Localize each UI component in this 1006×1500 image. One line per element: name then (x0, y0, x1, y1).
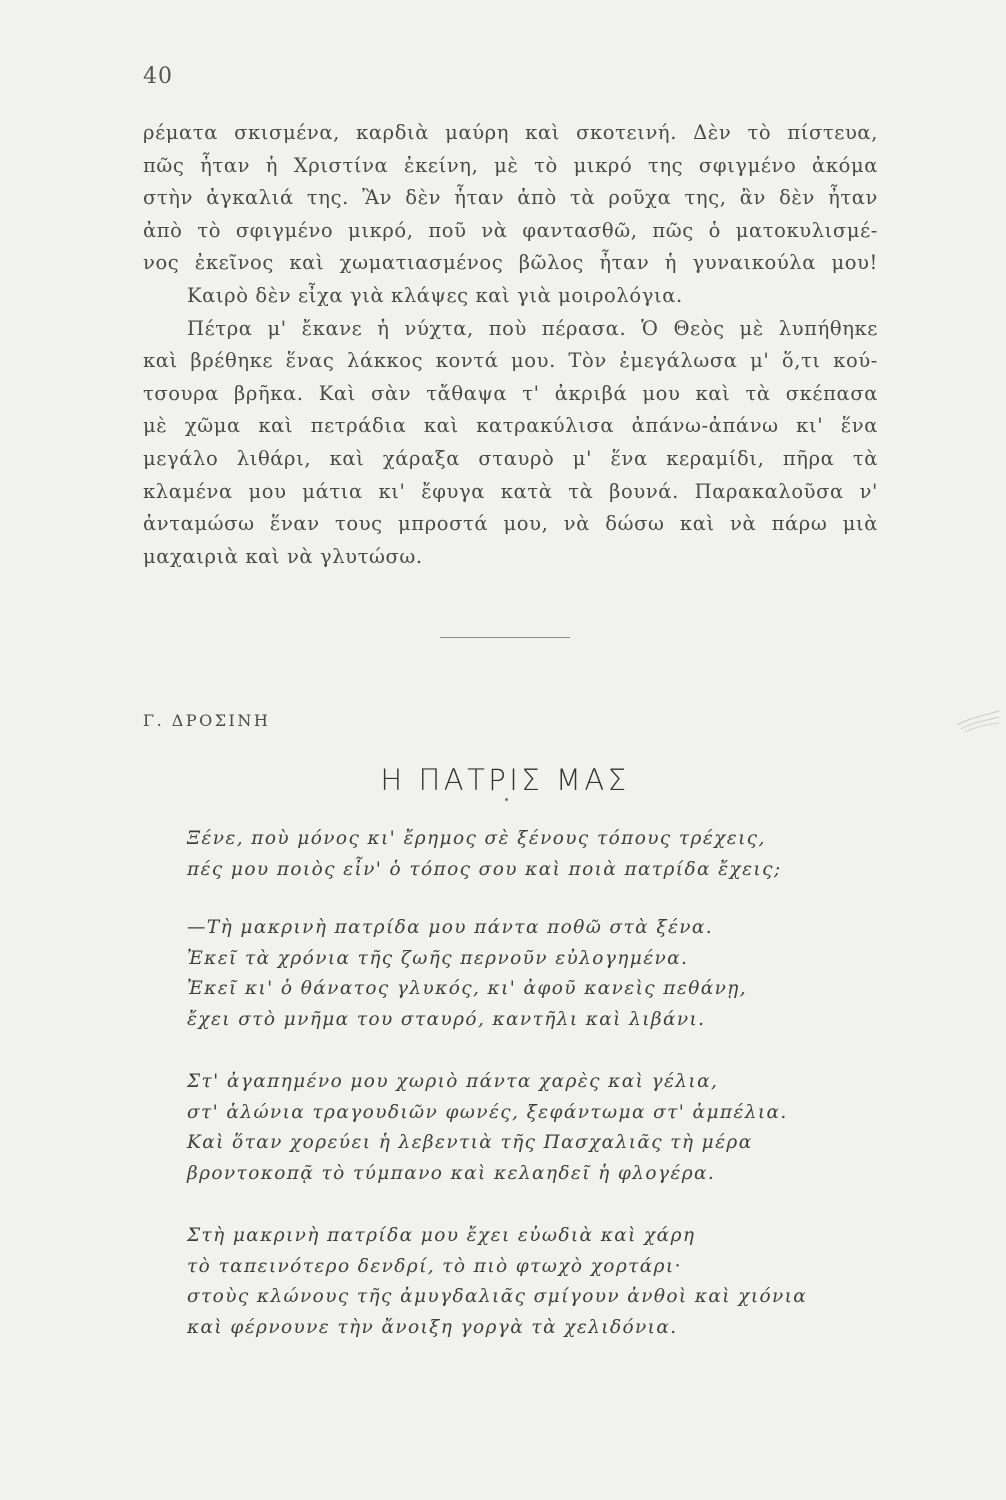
stanza (187, 824, 887, 885)
verse-line: βροντοκοπᾷ τὸ τύμπανο καὶ κελαηδεῖ ἡ φλογέρα. (187, 1162, 716, 1184)
verse-line: στ' ἁλώνια τραγουδιῶν φωνές, ξεφάντωμα στ' ἀμπέλια. (187, 1101, 788, 1123)
verse-line: Ἐκεῖ τὰ χρόνια τῆς ζωῆς περνοῦν εὐλογημένα. (187, 947, 689, 969)
prose-line: μαχαιριὰ καὶ νὰ γλυτώσω. (143, 544, 423, 568)
prose-line: ρέματα σκισμένα, καρδιὰ μαύρη καὶ σκοτεινή. Δὲν τὸ πίστευα, (143, 121, 878, 144)
paper-edge-mark (955, 705, 1000, 735)
prose-line: Καιρὸ δὲν εἶχα γιὰ κλάψες καὶ γιὰ μοιρολόγια. (187, 283, 683, 307)
prose-line: ἀπὸ τὸ σφιγμένο μικρό, ποῦ νὰ φαντασθῶ, πῶς ὁ ματοκυλισμέ- (143, 218, 878, 242)
verse-line: καὶ φέρνουνε τὴν ἄνοιξη γοργὰ τὰ χελιδόνια. (187, 1316, 678, 1338)
verse-line: ἔχει στὸ μνῆμα του σταυρό, καντῆλι καὶ λιβάνι. (187, 1008, 706, 1030)
prose-text (143, 117, 878, 573)
prose-line: Πέτρα μ' ἔκανε ἡ νύχτα, ποὺ πέρασα. Ὁ Θεὸς μὲ λυπήθηκε (187, 316, 878, 340)
verse-line: Στὴ μακρινὴ πατρίδα μου ἔχει εὐωδιὰ καὶ χάρη (187, 1225, 696, 1246)
section-divider (440, 637, 570, 638)
prose-line: στὴν ἀγκαλιά της. Ἂν δὲν ἦταν ἀπὸ τὰ ροῦχα της, ἂν δὲν ἦταν (143, 186, 878, 210)
verse-line: πές μου ποιὸς εἶν' ὁ τόπος σου καὶ ποιὰ πατρίδα ἔχεις; (187, 858, 782, 880)
stanza (187, 1221, 887, 1343)
author-name: Γ. ΔΡΟΣΙΝΗ (143, 711, 271, 730)
verse-line: τὸ ταπεινότερο δενδρί, τὸ πιὸ φτωχὸ χορτάρι· (187, 1255, 682, 1277)
verse-line: στοὺς κλώνους τῆς ἀμυγδαλιᾶς σμίγουν ἀνθοὶ καὶ χιόνια (187, 1286, 808, 1307)
prose-line: κλαμένα μου μάτια κι' ἔφυγα κατὰ τὰ βουνά. Παρακαλοῦσα ν' (143, 479, 878, 503)
poem-title: Η ΠΑΤΡΙΣ ΜΑΣ (380, 763, 630, 797)
verse-line: Στ' ἀγαπημένο μου χωριὸ πάντα χαρὲς καὶ γέλια, (187, 1071, 719, 1092)
prose-line: νος ἐκεῖνος καὶ χωματιασμένος βῶλος ἦταν ἡ γυναικούλα μου! (143, 251, 878, 275)
prose-line: καὶ βρέθηκε ἕνας λάκκος κοντά μου. Τὸν ἐμεγάλωσα μ' ὅ,τι κού- (143, 349, 878, 373)
stanza (187, 913, 887, 1035)
poem-body (187, 824, 887, 1343)
prose-line: τσουρα βρῆκα. Καὶ σὰν τἄθαψα τ' ἀκριβά μου καὶ τὰ σκέπασα (143, 381, 878, 405)
prose-line: ἀνταμώσω ἕναν τους μπροστά μου, νὰ δώσω καὶ νὰ πάρω μιὰ (143, 512, 878, 536)
prose-line: μεγάλο λιθάρι, καὶ χάραξα σταυρὸ μ' ἕνα κεραμίδι, πῆρα τὰ (143, 446, 878, 470)
verse-line: —Τὴ μακρινὴ πατρίδα μου πάντα ποθῶ στὰ ξένα. (187, 917, 714, 938)
verse-line: Ἐκεῖ κι' ὁ θάνατος γλυκός, κι' ἀφοῦ κανεὶς πεθάνῃ, (187, 978, 748, 999)
ink-dot (505, 798, 508, 801)
prose-line: μὲ χῶμα καὶ πετράδια καὶ κατρακύλισα ἀπάνω-ἀπάνω κι' ἕνα (143, 414, 878, 438)
verse-line: Καὶ ὅταν χορεύει ἡ λεβεντιὰ τῆς Πασχαλιᾶς τὴ μέρα (187, 1132, 753, 1153)
prose-line: πῶς ἦταν ἡ Χριστίνα ἐκείνη, μὲ τὸ μικρό της σφιγμένο ἀκόμα (143, 153, 878, 177)
stanza (187, 1067, 887, 1189)
page-number: 40 (143, 64, 173, 89)
verse-line: Ξένε, ποὺ μόνος κι' ἔρημος σὲ ξένους τόπους τρέχεις, (187, 828, 766, 849)
